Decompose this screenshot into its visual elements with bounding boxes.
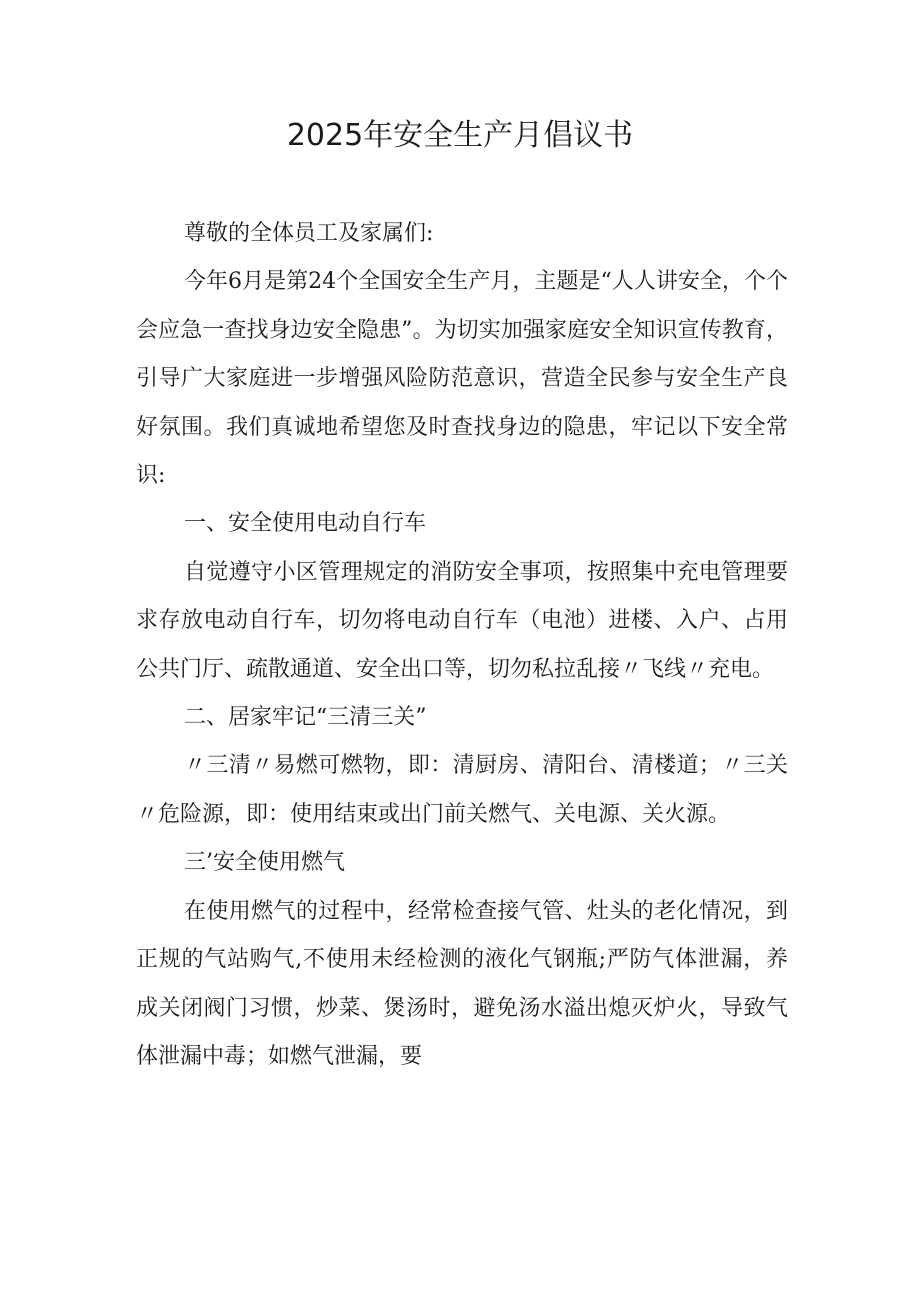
section-heading-3: 三’安全使用燃气 (184, 850, 345, 876)
section-paragraph-2: 〃三清〃易燃可燃物，即：清厨房、清阳台、清楼道；〃三关〃危险源，即：使用结束或出门前关燃气、关电源、关火源。 (136, 753, 788, 827)
intro-paragraph: 今年6月是第24个全国安全生产月，主题是“人人讲安全，个个会应急一查找身边安全隐患”。为切实加强家庭安全知识宣传教育，引导广大家庭进一步增强风险防范意识，营造全民参与安全生产良好氛围。我们真诚地希望您及时查找身边的隐患，牢记以下安全常识: (136, 269, 788, 489)
section-heading-2: 二、居家牢记“三清三关” (184, 705, 427, 731)
salutation: 尊敬的全体员工及家属们: (184, 221, 434, 246)
document-title: 2025年安全生产月倡议书 (286, 118, 634, 153)
section-paragraph-3: 在使用燃气的过程中，经常检查接气管、灶头的老化情况，到正规的气站购气,不使用未经检测的液化气钢瓶;严防气体泄漏，养成关闭阀门习惯，炒菜、煲汤时，避免汤水溢出熄灭炉火，导致气体泄漏中毒；如燃气泄漏，要 (136, 898, 788, 1069)
document-body (136, 210, 788, 1081)
section-heading-1: 一、安全使用电动自行车 (184, 511, 427, 537)
section-paragraph-1: 自觉遵守小区管理规定的消防安全事项，按照集中充电管理要求存放电动自行车，切勿将电动自行车（电池）进楼、入户、占用公共门厅、疏散通道、安全出口等，切勿私拉乱接〃飞线〃充电。 (136, 559, 788, 682)
